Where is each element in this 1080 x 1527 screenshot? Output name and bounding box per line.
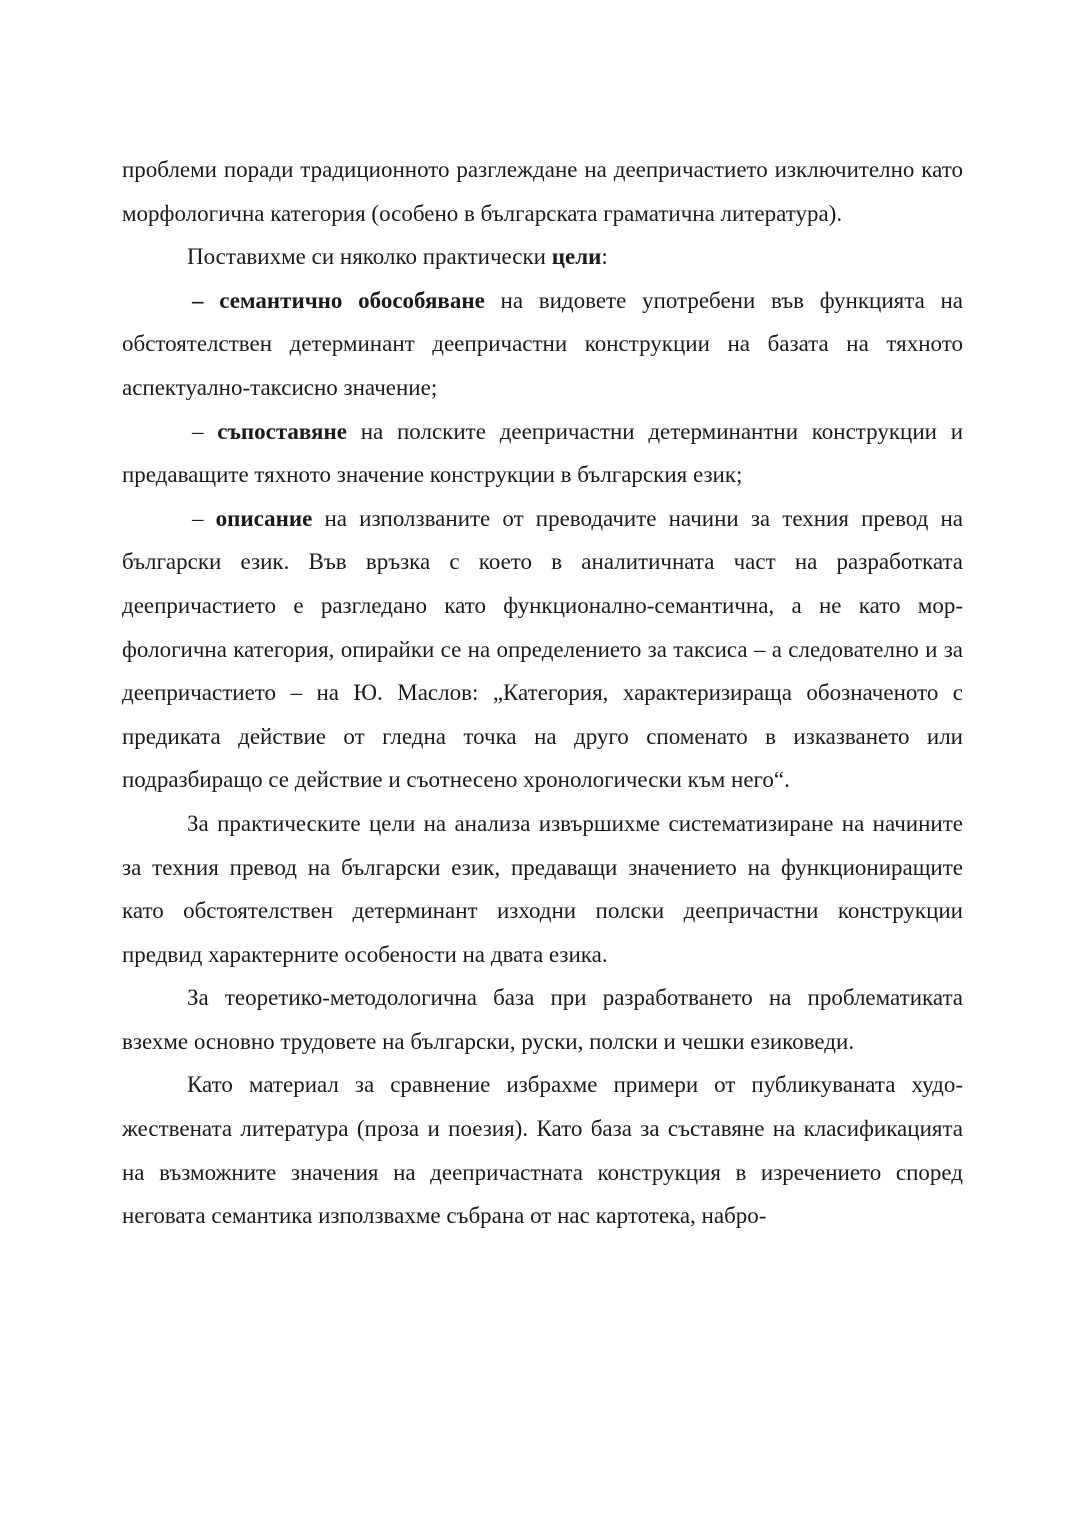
- paragraph-5-dash: –: [192, 505, 216, 531]
- document-page: [122, 148, 963, 1238]
- paragraph-4-bold: съпоставяне: [217, 418, 347, 444]
- paragraph-8: Като материал за сравнение избрахме примери от публикуваната художествената литература (проза и поезия). Като база за съставяне на класификацията на възможните значения на деепричастната конструкция в изречението според неговата семантика използвахме събрана от нас картотека, набро-: [122, 1072, 963, 1229]
- paragraph-5-text: на използваните от преводачите начини за техния превод на български език. Във връзка с което в аналитичната част на разработката деепричастието е разгледано като функционално-семантична, а не като морфологична категория, опирайки се на определението за таксиса – а следователно и за деепричастието – на Ю. Маслов: „Категория, характеризираща обозначеното с предиката действие от гледна точка на друго споменато в изказването или подразбиращо се действие и съотнесено хронологически към него“.: [122, 505, 963, 793]
- paragraph-4-dash: –: [192, 418, 218, 444]
- paragraph-6: За практическите цели на анализа извършихме систематизиране на начините за техния превод на български език, предаващи значението на функциониращите като обстоятелствен детерминант изходни полски деепричастни конструкции предвид характерните особености на двата езика.: [122, 810, 963, 967]
- paragraph-5: [122, 497, 963, 802]
- paragraph-2: [122, 235, 963, 279]
- paragraph-2-text: Поставихме си няколко практически: [187, 244, 552, 270]
- paragraph-2-tail: :: [601, 244, 608, 270]
- paragraph-7: За теоретико-методологична база при разработването на проблематиката взехме основно трудовете на български, руски, полски и чешки езиковеди.: [122, 985, 963, 1054]
- paragraph-2-bold: цели: [551, 244, 602, 270]
- paragraph-3-text: на видовете употребени във функцията на обстоятелствен детерминант деепричастни конструкции на базата на тяхното аспектуално-таксисно значение;: [122, 287, 964, 400]
- paragraph-1: проблеми поради традиционното разглеждане на деепричастието изключително като морфологична категория (особено в българската граматична литература).: [122, 157, 963, 226]
- paragraph-4-text: на полските деепричастни детерминантни конструкции и предаващите тяхното значение конструкции в българския език;: [122, 418, 964, 488]
- paragraph-5-bold: описание: [215, 505, 313, 531]
- paragraph-3-bold: – семантично обособяване: [192, 287, 485, 313]
- paragraph-3: [122, 279, 963, 410]
- paragraph-4: [122, 410, 963, 497]
